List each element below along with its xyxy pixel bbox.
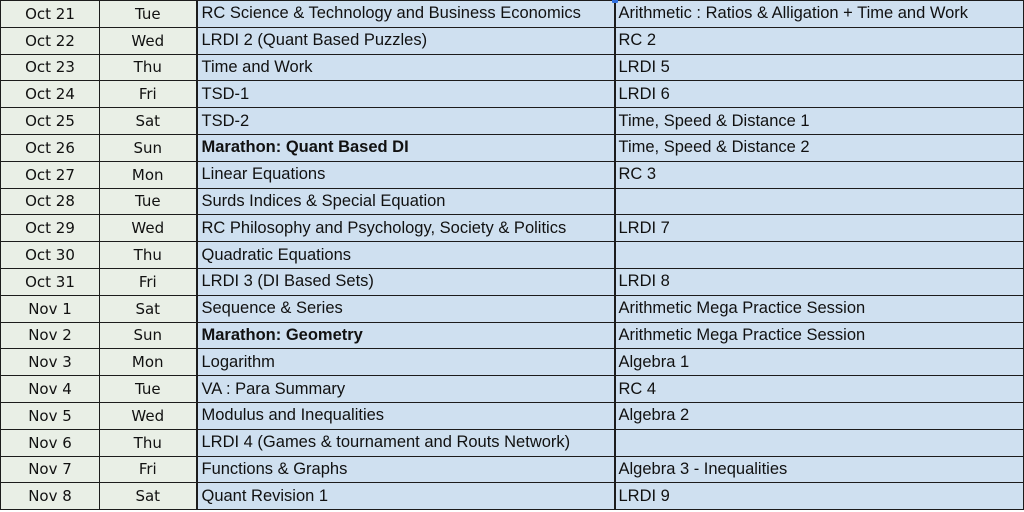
day-cell[interactable]: Sat: [100, 483, 197, 510]
date-cell[interactable]: Oct 30: [1, 242, 100, 269]
session-1-cell[interactable]: Logarithm: [197, 349, 615, 376]
day-cell[interactable]: Thu: [100, 54, 197, 81]
table-row: [1, 27, 1024, 54]
table-row: [1, 242, 1024, 269]
day-cell[interactable]: Sun: [100, 322, 197, 349]
session-1-cell[interactable]: Marathon: Geometry: [197, 322, 615, 349]
session-2-cell[interactable]: Algebra 1: [615, 349, 1024, 376]
session-2-cell[interactable]: Arithmetic : Ratios & Alligation + Time and Work: [615, 1, 1024, 28]
session-2-cell[interactable]: RC 4: [615, 376, 1024, 403]
date-cell[interactable]: Oct 29: [1, 215, 100, 242]
session-1-cell[interactable]: Linear Equations: [197, 161, 615, 188]
table-row: [1, 54, 1024, 81]
day-cell[interactable]: Thu: [100, 242, 197, 269]
table-row: [1, 483, 1024, 510]
table-row: [1, 134, 1024, 161]
date-cell[interactable]: Oct 26: [1, 134, 100, 161]
table-row: [1, 456, 1024, 483]
session-1-cell[interactable]: Functions & Graphs: [197, 456, 615, 483]
date-cell[interactable]: Nov 8: [1, 483, 100, 510]
day-cell[interactable]: Mon: [100, 161, 197, 188]
session-1-cell[interactable]: RC Science & Technology and Business Economics: [197, 1, 615, 28]
table-row: [1, 268, 1024, 295]
selection-handle[interactable]: [612, 0, 618, 3]
session-1-cell[interactable]: Modulus and Inequalities: [197, 402, 615, 429]
session-2-cell[interactable]: LRDI 5: [615, 54, 1024, 81]
day-cell[interactable]: Fri: [100, 268, 197, 295]
day-cell[interactable]: Tue: [100, 1, 197, 28]
session-1-cell[interactable]: Sequence & Series: [197, 295, 615, 322]
session-2-cell[interactable]: [615, 242, 1024, 269]
session-2-cell[interactable]: Time, Speed & Distance 2: [615, 134, 1024, 161]
session-1-cell[interactable]: Marathon: Quant Based DI: [197, 134, 615, 161]
session-2-cell[interactable]: RC 2: [615, 27, 1024, 54]
table-row: [1, 161, 1024, 188]
session-2-cell[interactable]: LRDI 6: [615, 81, 1024, 108]
day-cell[interactable]: Wed: [100, 215, 197, 242]
table-row: [1, 429, 1024, 456]
date-cell[interactable]: Oct 21: [1, 1, 100, 28]
session-1-cell[interactable]: Quant Revision 1: [197, 483, 615, 510]
session-2-cell[interactable]: Algebra 2: [615, 402, 1024, 429]
session-2-cell[interactable]: Time, Speed & Distance 1: [615, 108, 1024, 135]
day-cell[interactable]: Wed: [100, 402, 197, 429]
table-row: [1, 349, 1024, 376]
session-2-cell[interactable]: LRDI 9: [615, 483, 1024, 510]
session-2-cell[interactable]: [615, 188, 1024, 215]
session-2-cell[interactable]: LRDI 7: [615, 215, 1024, 242]
session-1-cell[interactable]: Surds Indices & Special Equation: [197, 188, 615, 215]
day-cell[interactable]: Fri: [100, 81, 197, 108]
table-row: [1, 295, 1024, 322]
date-cell[interactable]: Nov 4: [1, 376, 100, 403]
day-cell[interactable]: Wed: [100, 27, 197, 54]
date-cell[interactable]: Oct 28: [1, 188, 100, 215]
session-1-cell[interactable]: Quadratic Equations: [197, 242, 615, 269]
date-cell[interactable]: Oct 23: [1, 54, 100, 81]
session-2-cell[interactable]: [615, 429, 1024, 456]
day-cell[interactable]: Mon: [100, 349, 197, 376]
session-1-cell[interactable]: VA : Para Summary: [197, 376, 615, 403]
date-cell[interactable]: Nov 1: [1, 295, 100, 322]
date-cell[interactable]: Nov 6: [1, 429, 100, 456]
session-1-cell[interactable]: RC Philosophy and Psychology, Society & Politics: [197, 215, 615, 242]
session-1-cell[interactable]: LRDI 3 (DI Based Sets): [197, 268, 615, 295]
table-row: [1, 376, 1024, 403]
date-cell[interactable]: Nov 5: [1, 402, 100, 429]
session-2-cell[interactable]: RC 3: [615, 161, 1024, 188]
session-2-cell[interactable]: Arithmetic Mega Practice Session: [615, 295, 1024, 322]
session-1-cell[interactable]: TSD-1: [197, 81, 615, 108]
date-cell[interactable]: Oct 31: [1, 268, 100, 295]
session-1-cell[interactable]: LRDI 4 (Games & tournament and Routs Network): [197, 429, 615, 456]
date-cell[interactable]: Oct 22: [1, 27, 100, 54]
date-cell[interactable]: Nov 2: [1, 322, 100, 349]
date-cell[interactable]: Oct 25: [1, 108, 100, 135]
table-row: [1, 215, 1024, 242]
session-1-cell[interactable]: LRDI 2 (Quant Based Puzzles): [197, 27, 615, 54]
day-cell[interactable]: Sat: [100, 295, 197, 322]
date-cell[interactable]: Oct 27: [1, 161, 100, 188]
session-2-cell[interactable]: Algebra 3 - Inequalities: [615, 456, 1024, 483]
table-row: [1, 1, 1024, 28]
table-row: [1, 188, 1024, 215]
day-cell[interactable]: Fri: [100, 456, 197, 483]
table-row: [1, 81, 1024, 108]
date-cell[interactable]: Oct 24: [1, 81, 100, 108]
schedule-rows: [1, 1, 1024, 510]
day-cell[interactable]: Sun: [100, 134, 197, 161]
table-row: [1, 402, 1024, 429]
day-cell[interactable]: Tue: [100, 188, 197, 215]
day-cell[interactable]: Tue: [100, 376, 197, 403]
date-cell[interactable]: Nov 3: [1, 349, 100, 376]
date-cell[interactable]: Nov 7: [1, 456, 100, 483]
table-row: [1, 108, 1024, 135]
session-2-cell[interactable]: Arithmetic Mega Practice Session: [615, 322, 1024, 349]
day-cell[interactable]: Thu: [100, 429, 197, 456]
day-cell[interactable]: Sat: [100, 108, 197, 135]
session-2-cell[interactable]: LRDI 8: [615, 268, 1024, 295]
table-row: [1, 322, 1024, 349]
session-1-cell[interactable]: Time and Work: [197, 54, 615, 81]
session-1-cell[interactable]: TSD-2: [197, 108, 615, 135]
